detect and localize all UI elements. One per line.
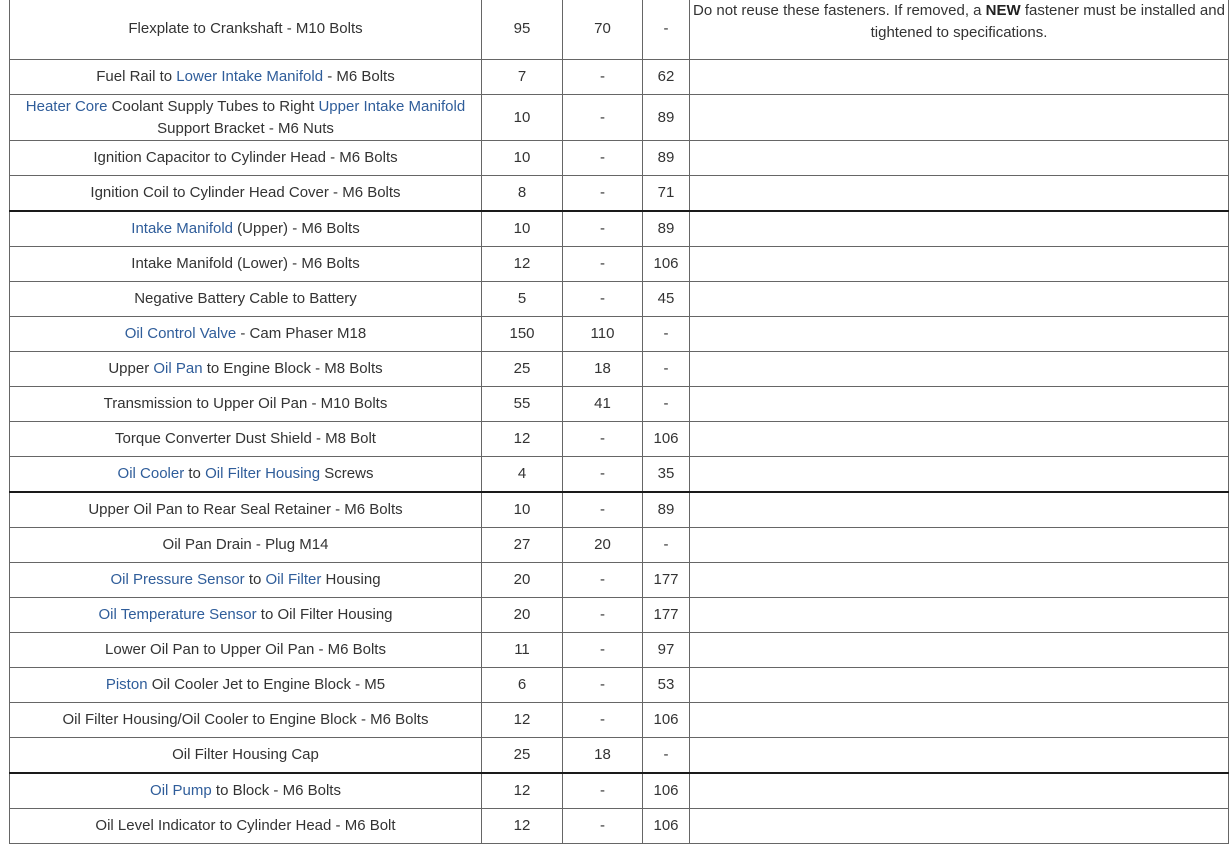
specification-note-cell [690,317,1229,352]
oil-temperature-sensor-link[interactable]: Oil Temperature Sensor [98,606,257,623]
torque-lbin-cell: 89 [643,492,690,528]
fastener-name-text: Oil Cooler Jet to Engine Block - M5 [147,676,386,693]
torque-nm-cell: 55 [482,387,563,422]
fastener-name-text: to Oil Filter Housing [256,606,393,623]
fastener-name-text: - M6 Bolts [323,68,395,85]
table-row [10,352,1229,387]
torque-lbin-cell: 106 [643,703,690,738]
fastener-name-cell [10,422,482,457]
specification-note-cell [690,809,1229,844]
fastener-name-text: Oil Pan Drain - Plug M14 [162,536,329,553]
torque-lbin-cell: 97 [643,633,690,668]
specification-note-cell [690,95,1229,141]
fastener-name-text: Ignition Capacitor to Cylinder Head - M6 Bolts [93,149,398,166]
fastener-name-text: Oil Filter Housing Cap [172,746,319,763]
torque-nm-cell: 10 [482,211,563,247]
fastener-name-cell [10,211,482,247]
torque-nm-cell: 20 [482,563,563,598]
specification-note-cell [690,60,1229,95]
fastener-name-cell [10,282,482,317]
torque-lbin-cell: 53 [643,668,690,703]
fastener-name-text: Upper [108,360,154,377]
torque-nm-cell: 12 [482,809,563,844]
torque-nm-cell: 10 [482,492,563,528]
torque-nm-cell: 12 [482,703,563,738]
fastener-name-text: to [244,571,266,588]
torque-lbft-cell: - [563,282,643,317]
lower-intake-manifold-link[interactable]: Lower Intake Manifold [176,68,324,85]
torque-nm-cell: 150 [482,317,563,352]
fastener-name-cell [10,141,482,176]
torque-lbft-cell: 110 [563,317,643,352]
fastener-name-text: Negative Battery Cable to Battery [134,290,357,307]
torque-lbft-cell: 18 [563,352,643,387]
fastener-name-text: - Cam Phaser M18 [236,325,367,342]
fastener-name-cell [10,738,482,774]
table-row [10,492,1229,528]
torque-lbft-cell: - [563,668,643,703]
heater-core-link[interactable]: Heater Core [25,97,108,115]
torque-lbin-cell: 106 [643,773,690,809]
fastener-name-text: to [184,465,206,482]
table-row [10,317,1229,352]
fastener-name-text: Upper Oil Pan to Rear Seal Retainer - M6 Bolts [88,501,403,518]
fastener-name-text: Lower Oil Pan to Upper Oil Pan - M6 Bolts [105,641,386,658]
torque-nm-cell: 25 [482,352,563,387]
fastener-name-text: Screws [320,465,374,482]
torque-lbft-cell: - [563,60,643,95]
torque-lbft-cell: - [563,141,643,176]
specification-note-cell [690,703,1229,738]
table-row [10,528,1229,563]
torque-lbin-cell: 89 [643,95,690,141]
torque-nm-cell: 27 [482,528,563,563]
fastener-name-text: Transmission to Upper Oil Pan - M10 Bolts [103,395,388,412]
fastener-name-text: to Block - M6 Bolts [211,782,341,799]
table-row [10,282,1229,317]
torque-nm-cell: 11 [482,633,563,668]
fastener-name-cell [10,95,482,141]
specification-note-cell [690,282,1229,317]
fastener-name-text: Ignition Coil to Cylinder Head Cover - M6 Bolts [90,184,401,201]
table-row [10,60,1229,95]
fastener-name-cell [10,492,482,528]
torque-lbin-cell: - [643,387,690,422]
fastener-name-cell [10,176,482,212]
torque-lbft-cell: - [563,211,643,247]
table-row [10,95,1229,141]
torque-lbin-cell: 106 [643,247,690,282]
torque-lbft-cell: 18 [563,738,643,774]
torque-nm-cell: 4 [482,457,563,493]
torque-lbft-cell: - [563,809,643,844]
table-row [10,773,1229,809]
table-row [10,211,1229,247]
oil-pressure-sensor-link[interactable]: Oil Pressure Sensor [110,571,245,588]
torque-lbin-cell: 89 [643,141,690,176]
fastener-name-cell [10,0,482,60]
note-new-emphasis: NEW [985,2,1021,19]
table-row [10,633,1229,668]
fastener-name-cell [10,563,482,598]
upper-intake-manifold-link[interactable]: Upper Intake Manifold [318,97,466,115]
torque-lbft-cell: - [563,176,643,212]
fastener-name-cell [10,60,482,95]
torque-lbin-cell: 45 [643,282,690,317]
torque-nm-cell: 20 [482,598,563,633]
torque-nm-cell: 12 [482,773,563,809]
table-row [10,668,1229,703]
table-row [10,457,1229,493]
fastener-name-cell [10,352,482,387]
torque-lbft-cell: - [563,492,643,528]
torque-lbft-cell: 20 [563,528,643,563]
table-row [10,703,1229,738]
table-row [10,563,1229,598]
torque-nm-cell: 8 [482,176,563,212]
specification-note-cell [690,668,1229,703]
torque-lbft-cell: - [563,563,643,598]
torque-nm-cell: 6 [482,668,563,703]
oil-filter-housing-link[interactable]: Oil Filter Housing [205,465,321,482]
torque-lbft-cell: 41 [563,387,643,422]
specification-note-cell [690,422,1229,457]
torque-lbft-cell: 70 [563,0,643,60]
torque-lbin-cell: - [643,317,690,352]
fastener-name-text: Oil Level Indicator to Cylinder Head - M6 Bolt [95,817,396,834]
torque-lbin-cell: 62 [643,60,690,95]
specification-note-cell [690,598,1229,633]
note-text: fastener must be installed and tightened to specifications. [870,2,1225,41]
intake-manifold-link[interactable]: Intake Manifold [131,220,234,237]
oil-filter-link[interactable]: Oil Filter [265,571,322,588]
torque-lbin-cell: - [643,352,690,387]
fastener-name-cell [10,528,482,563]
table-row [10,598,1229,633]
fastener-name-cell [10,668,482,703]
specification-note-cell [690,141,1229,176]
torque-lbin-cell: 35 [643,457,690,493]
torque-nm-cell: 12 [482,422,563,457]
fastener-name-cell [10,598,482,633]
specification-note-cell [690,633,1229,668]
specification-note-cell [690,492,1229,528]
specification-note-cell [690,738,1229,774]
table-row [10,738,1229,774]
fastener-spec-table [9,0,1229,844]
specification-note-cell [690,528,1229,563]
oil-pan-link[interactable]: Oil Pan [153,360,203,377]
specification-note-cell [690,247,1229,282]
torque-lbin-cell: 106 [643,809,690,844]
fastener-name-cell [10,703,482,738]
table-row [10,0,1229,60]
torque-lbin-cell: - [643,528,690,563]
fastener-name-cell [10,387,482,422]
note-text: Do not reuse these fasteners. If removed, a [693,2,986,19]
table-row [10,387,1229,422]
table-row [10,422,1229,457]
torque-nm-cell: 7 [482,60,563,95]
oil-control-valve-link[interactable]: Oil Control Valve [124,325,237,342]
specification-note-cell [690,773,1229,809]
oil-pump-link[interactable]: Oil Pump [150,782,212,799]
fastener-name-text: Torque Converter Dust Shield - M8 Bolt [115,430,376,447]
torque-lbin-cell: - [643,0,690,60]
torque-lbin-cell: 71 [643,176,690,212]
oil-cooler-link[interactable]: Oil Cooler [117,465,185,482]
piston-link[interactable]: Piston [105,676,148,693]
fastener-name-text: to Engine Block - M8 Bolts [202,360,383,377]
fastener-name-cell [10,247,482,282]
fastener-name-text: Support Bracket - M6 Nuts [157,119,334,137]
torque-lbft-cell: - [563,633,643,668]
torque-nm-cell: 10 [482,141,563,176]
torque-nm-cell: 95 [482,0,563,60]
fastener-name-text: Housing [321,571,381,588]
torque-lbft-cell: - [563,247,643,282]
fastener-name-text: (Upper) - M6 Bolts [233,220,360,237]
fastener-name-cell [10,773,482,809]
table-row [10,809,1229,844]
torque-lbin-cell: 89 [643,211,690,247]
fastener-name-cell [10,457,482,493]
torque-lbin-cell: 177 [643,598,690,633]
fastener-name-text: Coolant Supply Tubes to Right [107,97,319,115]
torque-lbin-cell: 106 [643,422,690,457]
torque-lbft-cell: - [563,598,643,633]
fastener-name-cell [10,809,482,844]
torque-lbft-cell: - [563,95,643,141]
fastener-name-text: Flexplate to Crankshaft - M10 Bolts [128,20,363,37]
table-row [10,176,1229,212]
torque-nm-cell: 25 [482,738,563,774]
torque-lbft-cell: - [563,703,643,738]
torque-lbin-cell: 177 [643,563,690,598]
torque-lbft-cell: - [563,422,643,457]
specification-note-cell [690,457,1229,493]
fastener-name-cell [10,317,482,352]
fastener-name-text: Intake Manifold (Lower) - M6 Bolts [131,255,360,272]
specification-note-cell [690,211,1229,247]
specification-note-cell [690,387,1229,422]
fastener-name-text: Fuel Rail to [96,68,177,85]
table-row [10,247,1229,282]
torque-lbin-cell: - [643,738,690,774]
specification-note-cell [690,563,1229,598]
torque-nm-cell: 10 [482,95,563,141]
torque-lbft-cell: - [563,457,643,493]
torque-nm-cell: 12 [482,247,563,282]
table-row [10,141,1229,176]
specification-note-cell [690,0,1229,60]
fastener-name-text: Oil Filter Housing/Oil Cooler to Engine Block - M6 Bolts [62,711,429,728]
specification-note-cell [690,352,1229,387]
torque-lbft-cell: - [563,773,643,809]
torque-nm-cell: 5 [482,282,563,317]
fastener-name-cell [10,633,482,668]
specification-note-cell [690,176,1229,212]
